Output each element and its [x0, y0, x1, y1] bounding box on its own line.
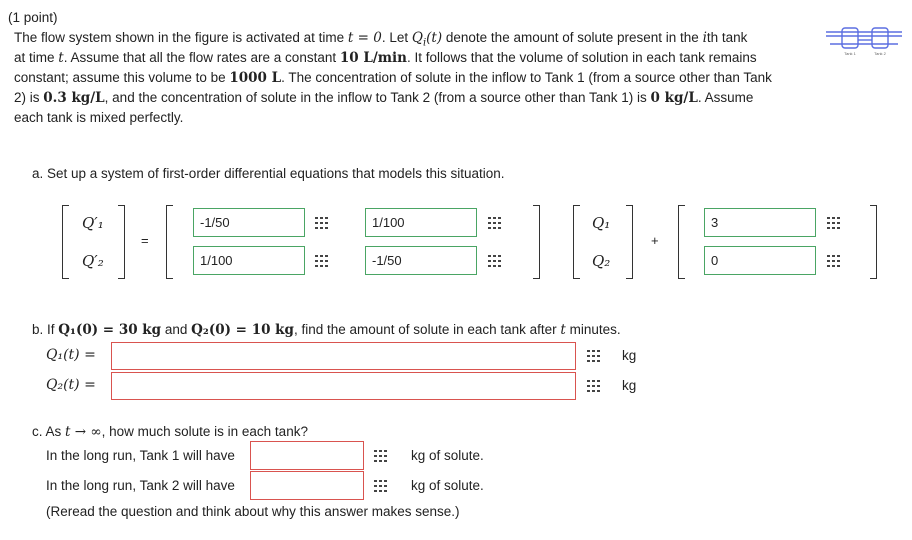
q2-t-label: Q₂(t) =	[46, 377, 96, 393]
vector-input-2[interactable]: 0	[704, 246, 816, 275]
matrix-input-21[interactable]: 1/100	[193, 246, 305, 275]
q-vector-bracket-left	[573, 205, 580, 279]
q2-prime: Q′₂	[82, 252, 104, 270]
problem-line-5: each tank is mixed perfectly.	[14, 110, 184, 125]
grid-icon[interactable]	[374, 480, 388, 492]
tank1-longrun-label: In the long run, Tank 1 will have	[46, 448, 235, 463]
vector-input-1[interactable]: 3	[704, 208, 816, 237]
matrix-input-12[interactable]: 1/100	[365, 208, 477, 237]
matrix-input-11[interactable]: -1/50	[193, 208, 305, 237]
grid-icon[interactable]	[315, 217, 329, 229]
part-a-prompt: a. Set up a system of first-order differential equations that models this situation.	[32, 166, 505, 181]
grid-icon[interactable]	[374, 450, 388, 462]
part-c-prompt: c. As t → ∞, how much solute is in each tank?	[32, 424, 308, 440]
matrix-bracket-left	[166, 205, 173, 279]
points-label: (1 point)	[8, 10, 58, 25]
problem-line-4: 2) is 0.3 kg/L, and the concentration of solute in the inflow to Tank 2 (from a source other than Tank 1) is 0 kg/L. Assume	[14, 90, 754, 106]
tank1-longrun-input[interactable]	[250, 441, 364, 470]
grid-icon[interactable]	[827, 255, 841, 267]
grid-icon[interactable]	[827, 217, 841, 229]
q2-unit: kg	[622, 378, 637, 393]
b-vector-bracket-right	[870, 205, 877, 279]
matrix-bracket-right	[533, 205, 540, 279]
q2-symbol: Q₂	[592, 252, 611, 270]
bracket-left	[62, 205, 69, 279]
q1-prime: Q′₁	[82, 214, 104, 232]
plus-sign: +	[651, 233, 659, 248]
q2-answer-input[interactable]	[111, 372, 576, 400]
equals-sign: =	[141, 233, 149, 248]
tank-flow-figure[interactable]	[826, 24, 902, 58]
tank2-longrun-label: In the long run, Tank 2 will have	[46, 478, 235, 493]
grid-icon[interactable]	[587, 350, 601, 362]
q1-unit: kg	[622, 348, 637, 363]
problem-line-2: at time t. Assume that all the flow rates are a constant 10 L/min. It follows that the volume of solution in each tank remains	[14, 50, 757, 66]
bracket-right	[118, 205, 125, 279]
grid-icon[interactable]	[315, 255, 329, 267]
tank2-unit: kg of solute.	[411, 478, 484, 493]
q-vector-bracket-right	[626, 205, 633, 279]
tank1-label: Tank 1	[844, 51, 856, 56]
matrix-input-22[interactable]: -1/50	[365, 246, 477, 275]
grid-icon[interactable]	[488, 217, 502, 229]
q1-t-label: Q₁(t) =	[46, 347, 96, 363]
tank1-unit: kg of solute.	[411, 448, 484, 463]
q1-answer-input[interactable]	[111, 342, 576, 370]
b-vector-bracket-left	[678, 205, 685, 279]
tank2-longrun-input[interactable]	[250, 471, 364, 500]
part-b-prompt: b. If Q₁(0) = 30 kg and Q₂(0) = 10 kg, find the amount of solute in each tank after t minutes.	[32, 322, 621, 338]
q1-symbol: Q₁	[592, 214, 611, 232]
problem-line-3: constant; assume this volume to be 1000 L. The concentration of solute in the inflow to Tank 1 (from a source other than Tank	[14, 70, 772, 86]
tank2-label: Tank 2	[874, 51, 886, 56]
grid-icon[interactable]	[587, 380, 601, 392]
problem-line-1: The flow system shown in the figure is activated at time t = 0. Let $Q_i(t)$ denote the amount of solute present in the ith tank	[14, 30, 748, 49]
grid-icon[interactable]	[488, 255, 502, 267]
reread-note: (Reread the question and think about why this answer makes sense.)	[46, 504, 460, 519]
